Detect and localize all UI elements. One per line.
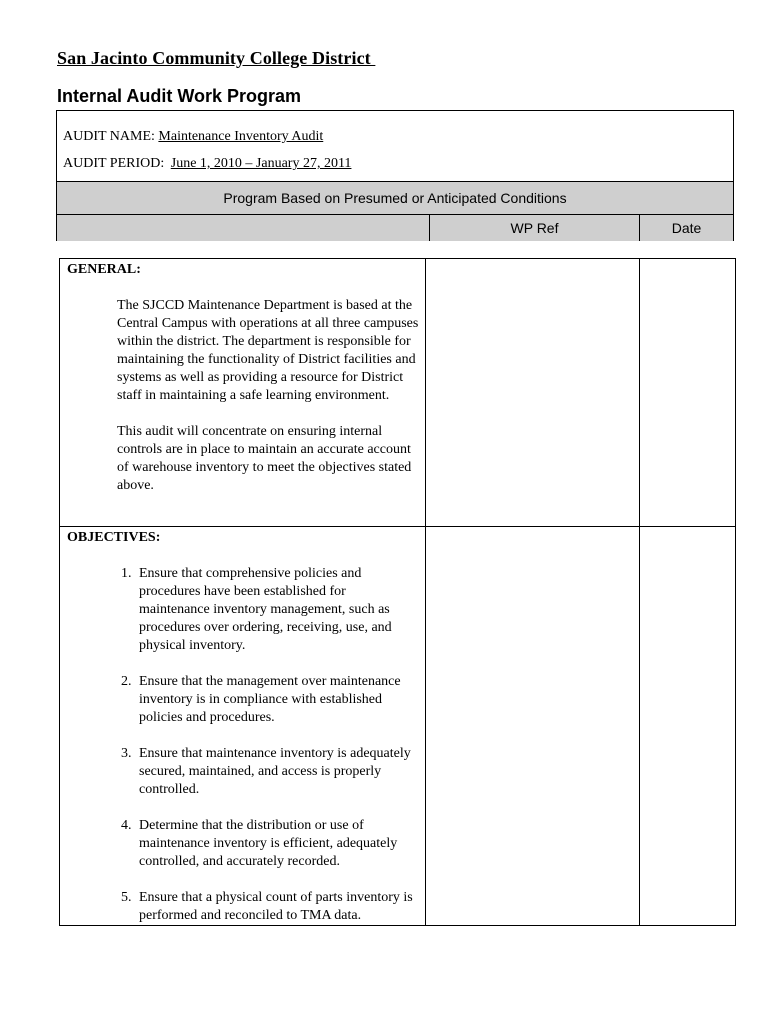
audit-period-label: AUDIT PERIOD:: [63, 156, 165, 171]
audit-name-value: Maintenance Inventory Audit: [158, 129, 324, 144]
objectives-list: [60, 565, 419, 925]
column-header-row: [57, 214, 733, 241]
general-paragraph: The SJCCD Maintenance Department is based at the Central Campus with operations at all three campuses within the district. The department is responsible for maintaining the functionality of District facilities and systems as well as providing a resource for District staff in maintaining a safe learning environment.: [117, 298, 419, 403]
audit-name-label: AUDIT NAME:: [63, 129, 155, 144]
wp-ref-header: WP Ref: [429, 215, 639, 241]
objective-item: 3. Ensure that maintenance inventory is adequately secured, maintained, and access is properly controlled.: [135, 745, 419, 799]
audit-program-table: [59, 258, 736, 926]
general-paragraph: This audit will concentrate on ensuring internal controls are in place to maintain an accurate account of warehouse inventory to meet the objectives stated above.: [117, 424, 412, 493]
objective-item: 2. Ensure that the management over maintenance inventory is in compliance with established policies and procedures.: [135, 673, 419, 727]
program-basis-row: [57, 181, 733, 215]
general-row: [60, 259, 736, 527]
objectives-row: [60, 527, 736, 926]
audit-header-box: [56, 110, 734, 241]
general-wp-ref-cell: [426, 259, 640, 527]
audit-name-line: [63, 129, 323, 145]
general-date-cell: [640, 259, 736, 527]
objective-item: 4. Determine that the distribution or use of maintenance inventory is efficient, adequately controlled, and accurately recorded.: [135, 817, 419, 871]
objectives-heading: OBJECTIVES:: [67, 530, 161, 545]
district-name: San Jacinto Community College District: [57, 48, 376, 68]
general-heading: GENERAL:: [67, 262, 141, 277]
general-cell: [60, 259, 426, 527]
objectives-cell: [60, 527, 426, 926]
audit-period-value: June 1, 2010 – January 27, 2011: [170, 156, 352, 171]
program-title: Internal Audit Work Program: [57, 86, 302, 106]
audit-period-line: [63, 156, 351, 172]
date-header: Date: [639, 215, 733, 241]
objectives-wp-ref-cell: [426, 527, 640, 926]
objectives-date-cell: [640, 527, 736, 926]
objective-item: 1. Ensure that comprehensive policies and procedures have been established for maintenance inventory management, such as procedures over ordering, receiving, use, and physical inventory.: [135, 565, 419, 655]
program-basis-label: Program Based on Presumed or Anticipated Conditions: [223, 190, 567, 206]
objective-item: 5. Ensure that a physical count of parts inventory is performed and reconciled to TMA data.: [135, 889, 419, 925]
